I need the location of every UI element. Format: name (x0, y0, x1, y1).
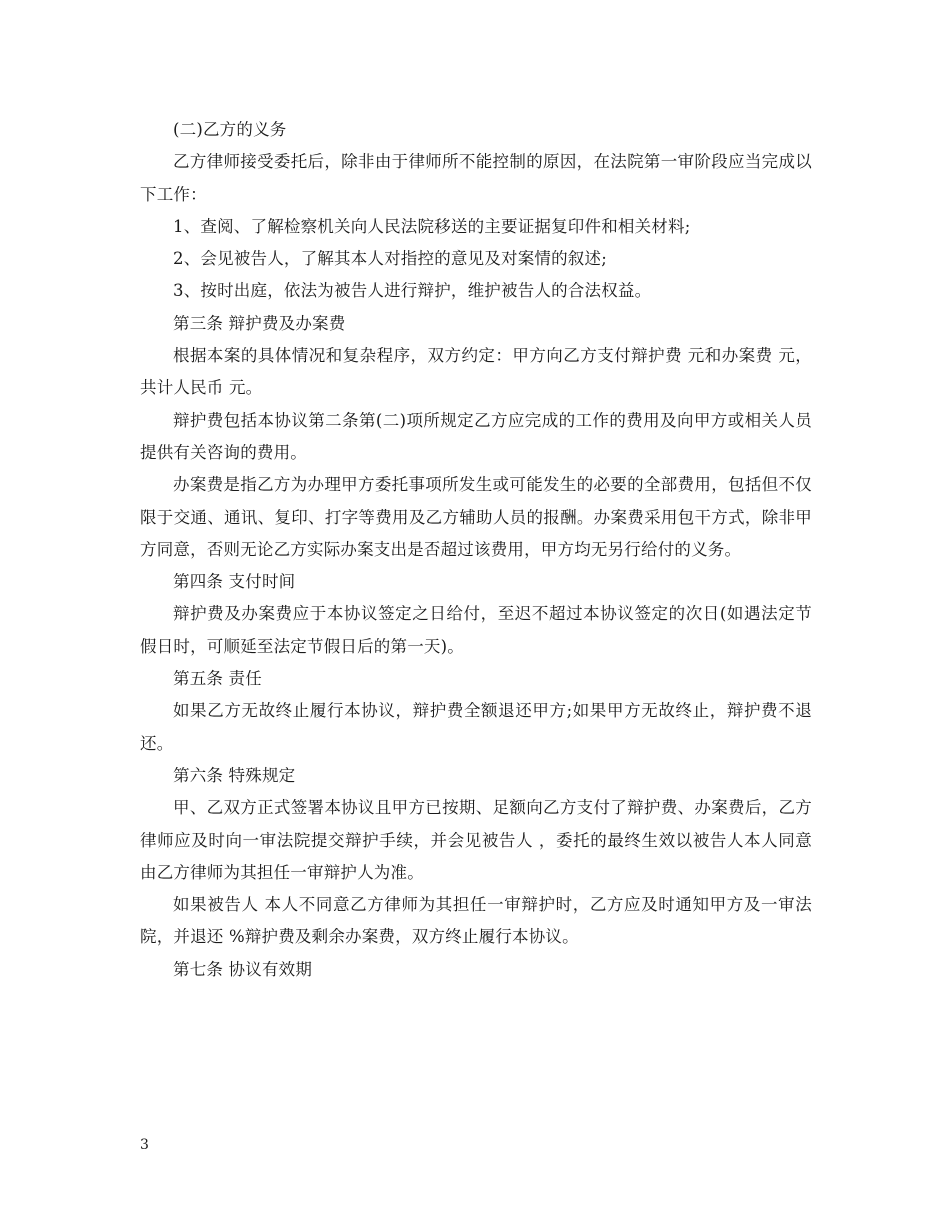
paragraph-payment-time: 辩护费及办案费应于本协议签定之日给付，至迟不超过本协议签定的次日(如遇法定节假日时，可顺延至法定节假日后的第一天)。 (140, 604, 812, 656)
paragraph-defense-fee-scope: 辩护费包括本协议第二条第(二)项所规定乙方应完成的工作的费用及向甲方或相关人员提供有关咨询的费用。 (140, 410, 812, 462)
article-heading-payment-time: 第四条 支付时间 (173, 572, 296, 592)
paragraph-lawyer-duties-intro: 乙方律师接受委托后，除非由于律师所不能控制的原因，在法院第一审阶段应当完成以下工作： (140, 152, 812, 204)
paragraph-fee-agreement: 根据本案的具体情况和复杂程序，双方约定：甲方向乙方支付辩护费 元和办案费 元，共计人民币 元。 (140, 346, 812, 398)
list-item-review-evidence: 1、查阅、了解检察机关向人民法院移送的主要证据复印件和相关材料; (173, 216, 691, 236)
list-item-meet-defendant: 2、会见被告人，了解其本人对指控的意见及对案情的叙述; (173, 249, 607, 269)
section-heading-party-b-obligations: (二)乙方的义务 (173, 120, 287, 139)
document-body (140, 114, 812, 986)
article-heading-special-provisions: 第六条 特殊规定 (173, 765, 296, 785)
paragraph-special-provisions: 甲、乙双方正式签署本协议且甲方已按期、足额向乙方支付了辩护费、办案费后，乙方律师应及时向一审法院提交辩护手续，并会见被告人 ，委托的最终生效以被告人本人同意由乙方律师为其担任一审辩护人为准。 (140, 798, 812, 882)
paragraph-defendant-refusal: 如果被告人 本人不同意乙方律师为其担任一审辩护时，乙方应及时通知甲方及一审法院，并退还 %辩护费及剩余办案费，双方终止履行本协议。 (140, 895, 812, 947)
list-item-attend-court: 3、按时出庭，依法为被告人进行辩护，维护被告人的合法权益。 (173, 281, 652, 301)
paragraph-liability: 如果乙方无故终止履行本协议，辩护费全额退还甲方;如果甲方无故终止，辩护费不退还。 (140, 701, 812, 753)
article-heading-liability: 第五条 责任 (173, 669, 262, 689)
article-heading-validity-period: 第七条 协议有效期 (173, 959, 313, 979)
article-heading-fees: 第三条 辩护费及办案费 (173, 313, 346, 333)
page-number: 3 (140, 1137, 149, 1153)
paragraph-case-expense-scope: 办案费是指乙方为办理甲方委托事项所发生或可能发生的必要的全部费用，包括但不仅限于交通、通讯、复印、打字等费用及乙方辅助人员的报酬。办案费采用包干方式，除非甲方同意，否则无论乙方实际办案支出是否超过该费用，甲方均无另行给付的义务。 (140, 475, 812, 559)
